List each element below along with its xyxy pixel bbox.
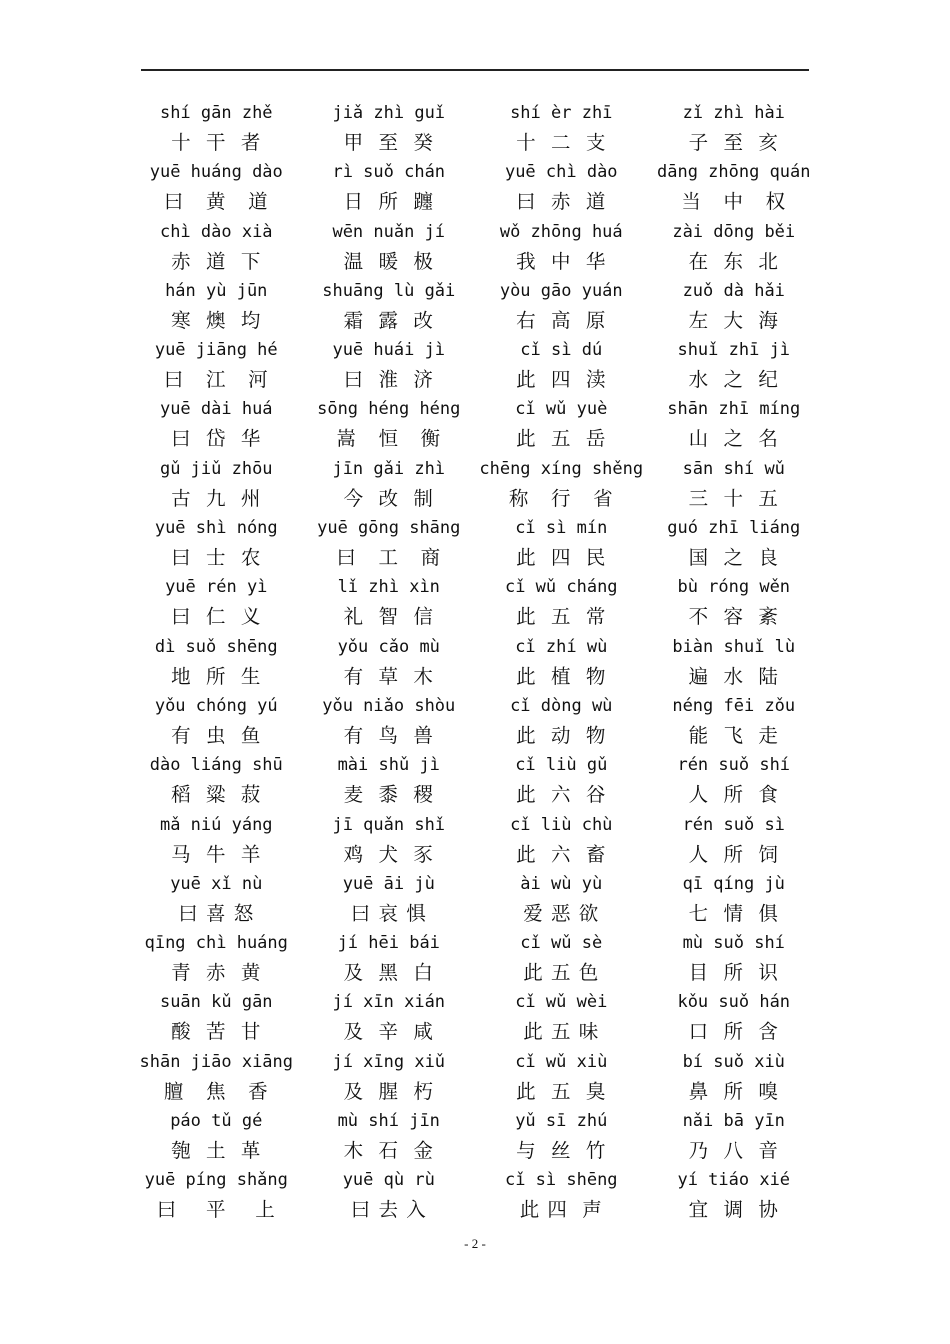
- pinyin-line: cǐ dòng wù: [510, 695, 613, 716]
- verse-cell: [475, 572, 648, 631]
- pinyin-line: mài shǔ jì: [337, 755, 440, 776]
- verse-row: [130, 157, 820, 216]
- verse-cell: [303, 691, 476, 750]
- hanzi-line: 曰 江 河: [163, 368, 269, 392]
- pinyin-line: cǐ wǔ cháng: [504, 577, 618, 598]
- hanzi-line: 曰 工 商: [336, 546, 442, 570]
- verse-cell: [303, 276, 476, 335]
- hanzi-line: 曰 士 农: [171, 546, 262, 570]
- verse-cell: [303, 632, 476, 691]
- verse-row: [130, 513, 820, 572]
- pinyin-line: sān shí wǔ: [682, 458, 785, 479]
- verse-row: [130, 987, 820, 1046]
- pinyin-line: jiǎ zhì guǐ: [332, 103, 446, 123]
- pinyin-line: néng fēi zǒu: [672, 695, 796, 716]
- hanzi-line: 鼻 所 嗅: [688, 1079, 779, 1103]
- hanzi-line: 甲 至 癸: [343, 131, 434, 154]
- hanzi-line: 有 鸟 兽: [343, 723, 434, 747]
- verse-row: [130, 394, 820, 453]
- verse-cell: [648, 987, 821, 1046]
- pinyin-line: páo tǔ gé: [170, 1111, 263, 1132]
- pinyin-line: jī quǎn shǐ: [332, 814, 446, 835]
- verse-row: [130, 572, 820, 631]
- pinyin-line: yuē huáng dào: [149, 162, 283, 183]
- pinyin-line: jí xīn xián: [332, 992, 446, 1013]
- hanzi-line: 此 六 谷: [516, 783, 607, 807]
- pinyin-line: biàn shuǐ lù: [672, 636, 796, 657]
- hanzi-line: 古 九 州: [171, 486, 262, 510]
- hanzi-line: 曰 去 入: [350, 1198, 427, 1222]
- hanzi-line: 能 飞 走: [688, 723, 779, 747]
- pinyin-line: jí hēi bái: [337, 933, 440, 954]
- pinyin-line: shuǐ zhī jì: [677, 340, 791, 361]
- pinyin-line: shí gān zhě: [159, 103, 273, 123]
- pinyin-line: jīn gǎi zhì: [332, 458, 446, 479]
- pinyin-line: mù suǒ shí: [682, 933, 785, 954]
- pinyin-line: cǐ zhí wù: [515, 636, 608, 657]
- pinyin-line: yuē jiāng hé: [154, 340, 278, 361]
- hanzi-line: 与 丝 竹: [516, 1139, 607, 1163]
- verse-cell: [475, 157, 648, 216]
- hanzi-line: 山 之 名: [688, 427, 779, 451]
- verse-grid: [130, 98, 820, 1225]
- verse-cell: [130, 987, 303, 1046]
- hanzi-line: 曰 黄 道: [163, 190, 269, 214]
- verse-cell: [475, 1165, 648, 1224]
- verse-cell: [475, 1047, 648, 1106]
- verse-cell: [475, 394, 648, 453]
- pinyin-line: yǔ sī zhú: [515, 1111, 608, 1132]
- verse-cell: [648, 157, 821, 216]
- verse-cell: [475, 217, 648, 276]
- pinyin-line: cǐ wǔ sè: [520, 933, 603, 954]
- pinyin-line: sōng héng héng: [317, 399, 461, 420]
- pinyin-line: guó zhī liáng: [667, 518, 801, 539]
- hanzi-line: 称 行 省: [508, 486, 614, 510]
- verse-cell: [475, 691, 648, 750]
- hanzi-line: 曰 哀 惧: [350, 901, 427, 925]
- verse-row: [130, 632, 820, 691]
- pinyin-line: shuāng lù gǎi: [322, 280, 456, 301]
- verse-cell: [475, 335, 648, 394]
- pinyin-line: cǐ sì shēng: [504, 1170, 618, 1191]
- pinyin-line: cǐ liù chù: [510, 814, 613, 835]
- pinyin-line: yǒu niǎo shòu: [322, 695, 456, 716]
- pinyin-line: yuē qù rù: [342, 1170, 435, 1191]
- hanzi-line: 及 黑 白: [343, 961, 434, 985]
- pinyin-line: bí suǒ xiù: [682, 1051, 785, 1072]
- hanzi-line: 此 五 味: [523, 1020, 600, 1044]
- hanzi-line: 及 辛 咸: [343, 1020, 434, 1044]
- verse-cell: [303, 335, 476, 394]
- hanzi-line: 此 五 臭: [516, 1079, 607, 1103]
- hanzi-line: 此 五 常: [516, 605, 607, 629]
- pinyin-line: rén suǒ shí: [677, 755, 791, 776]
- hanzi-line: 青 赤 黄: [171, 961, 262, 985]
- hanzi-line: 此 六 畜: [516, 842, 607, 866]
- verse-cell: [130, 572, 303, 631]
- hanzi-line: 马 牛 羊: [171, 842, 262, 866]
- verse-cell: [130, 276, 303, 335]
- verse-cell: [475, 276, 648, 335]
- header-rule: [141, 69, 809, 71]
- hanzi-line: 稻 粱 菽: [171, 783, 262, 807]
- pinyin-line: wēn nuǎn jí: [332, 221, 446, 242]
- verse-cell: [130, 1047, 303, 1106]
- hanzi-line: 子 至 亥: [688, 131, 779, 154]
- hanzi-line: 霜 露 改: [343, 308, 434, 332]
- pinyin-line: yuē chì dào: [504, 162, 618, 183]
- pinyin-line: yuē rén yì: [165, 577, 268, 598]
- verse-cell: [303, 928, 476, 987]
- verse-cell: [303, 810, 476, 869]
- pinyin-line: yuē shì nóng: [154, 518, 278, 539]
- verse-cell: [648, 335, 821, 394]
- verse-row: [130, 454, 820, 513]
- pinyin-line: zài dōng běi: [672, 221, 796, 242]
- pinyin-line: suān kǔ gān: [159, 992, 273, 1013]
- verse-cell: [475, 928, 648, 987]
- hanzi-line: 日 所 躔: [343, 190, 434, 214]
- hanzi-line: 左 大 海: [688, 308, 779, 332]
- hanzi-line: 曰 赤 道: [516, 190, 607, 214]
- pinyin-line: yuē āi jù: [342, 873, 435, 894]
- hanzi-line: 曰 平 上: [156, 1198, 276, 1222]
- pinyin-line: wǒ zhōng huá: [499, 221, 623, 242]
- pinyin-line: cǐ wǔ yuè: [515, 399, 608, 420]
- verse-cell: [648, 1047, 821, 1106]
- verse-cell: [648, 572, 821, 631]
- verse-cell: [130, 869, 303, 928]
- verse-cell: [648, 1106, 821, 1165]
- verse-cell: [130, 394, 303, 453]
- pinyin-line: hán yù jūn: [165, 280, 268, 301]
- hanzi-line: 七 情 俱: [688, 901, 779, 925]
- pinyin-line: qī qíng jù: [682, 873, 785, 894]
- pinyin-line: yuē huái jì: [332, 340, 446, 361]
- verse-cell: [303, 1047, 476, 1106]
- hanzi-line: 乃 八 音: [688, 1139, 779, 1163]
- verse-cell: [130, 1106, 303, 1165]
- pinyin-line: shān jiāo xiāng: [139, 1051, 294, 1072]
- verse-cell: [303, 987, 476, 1046]
- verse-cell: [648, 217, 821, 276]
- pinyin-line: chì dào xià: [159, 221, 273, 242]
- hanzi-line: 有 草 木: [343, 664, 434, 688]
- hanzi-line: 曰 淮 济: [343, 368, 434, 392]
- hanzi-line: 酸 苦 甘: [171, 1020, 262, 1044]
- hanzi-line: 鸡 犬 豕: [343, 842, 434, 866]
- hanzi-line: 遍 水 陆: [688, 664, 779, 688]
- pinyin-line: rì suǒ chán: [332, 162, 446, 183]
- hanzi-line: 寒 燠 均: [171, 308, 262, 332]
- hanzi-line: 此 四 声: [519, 1198, 603, 1222]
- verse-cell: [475, 98, 648, 157]
- pinyin-line: yuē dài huá: [159, 399, 273, 420]
- hanzi-line: 及 腥 朽: [343, 1079, 434, 1103]
- hanzi-line: 木 石 金: [343, 1139, 434, 1163]
- hanzi-line: 此 动 物: [516, 723, 607, 747]
- verse-cell: [648, 98, 821, 157]
- pinyin-line: dāng zhōng quán: [656, 162, 811, 183]
- pinyin-line: yuē píng shǎng: [144, 1170, 288, 1191]
- hanzi-line: 口 所 含: [688, 1020, 779, 1044]
- hanzi-line: 此 植 物: [516, 664, 607, 688]
- verse-cell: [303, 1106, 476, 1165]
- verse-cell: [303, 98, 476, 157]
- pinyin-line: mù shí jīn: [337, 1111, 440, 1132]
- pinyin-line: gǔ jiǔ zhōu: [159, 458, 273, 479]
- hanzi-line: 三 十 五: [688, 486, 779, 510]
- verse-cell: [648, 276, 821, 335]
- hanzi-line: 人 所 饲: [688, 842, 779, 866]
- verse-cell: [303, 869, 476, 928]
- verse-cell: [130, 691, 303, 750]
- verse-cell: [130, 98, 303, 157]
- verse-cell: [475, 513, 648, 572]
- pinyin-line: yuē xǐ nù: [170, 873, 263, 894]
- verse-cell: [130, 513, 303, 572]
- verse-cell: [648, 928, 821, 987]
- hanzi-line: 曰 仁 义: [171, 605, 262, 629]
- verse-row: [130, 750, 820, 809]
- pinyin-line: shí èr zhī: [510, 103, 613, 123]
- verse-cell: [130, 810, 303, 869]
- verse-cell: [475, 810, 648, 869]
- hanzi-line: 地 所 生: [171, 664, 262, 688]
- verse-cell: [303, 217, 476, 276]
- pinyin-line: cǐ wǔ wèi: [515, 992, 608, 1013]
- verse-row: [130, 276, 820, 335]
- verse-cell: [130, 928, 303, 987]
- pinyin-line: lǐ zhì xìn: [337, 577, 440, 598]
- page-number: - 2 -: [464, 1236, 486, 1251]
- verse-cell: [130, 157, 303, 216]
- verse-row: [130, 335, 820, 394]
- hanzi-line: 此 五 岳: [516, 427, 607, 451]
- verse-cell: [475, 987, 648, 1046]
- pinyin-line: yí tiáo xié: [677, 1170, 791, 1191]
- hanzi-line: 有 虫 鱼: [171, 723, 262, 747]
- verse-cell: [648, 750, 821, 809]
- verse-cell: [475, 750, 648, 809]
- verse-row: [130, 1047, 820, 1106]
- hanzi-line: 温 暖 极: [343, 249, 434, 273]
- verse-cell: [648, 1165, 821, 1224]
- hanzi-line: 礼 智 信: [343, 605, 434, 629]
- pinyin-line: zuǒ dà hǎi: [682, 280, 785, 301]
- hanzi-line: 在 东 北: [688, 249, 779, 273]
- hanzi-line: 此 四 民: [516, 546, 607, 570]
- verse-row: [130, 217, 820, 276]
- verse-row: [130, 810, 820, 869]
- pinyin-line: rén suǒ sì: [682, 814, 785, 835]
- hanzi-line: 赤 道 下: [171, 249, 262, 273]
- pinyin-line: cǐ sì dú: [520, 340, 603, 361]
- verse-cell: [648, 454, 821, 513]
- hanzi-line: 曰 岱 华: [171, 427, 262, 451]
- verse-cell: [648, 394, 821, 453]
- verse-row: [130, 928, 820, 987]
- verse-row: [130, 98, 820, 157]
- verse-cell: [130, 632, 303, 691]
- hanzi-line: 当 中 权: [681, 190, 787, 214]
- verse-cell: [648, 513, 821, 572]
- pinyin-line: zǐ zhì hài: [682, 103, 785, 123]
- verse-cell: [648, 810, 821, 869]
- pinyin-line: cǐ liù gǔ: [515, 755, 608, 776]
- verse-cell: [475, 632, 648, 691]
- pinyin-line: kǒu suǒ hán: [677, 992, 791, 1013]
- verse-row: [130, 869, 820, 928]
- pinyin-line: qīng chì huáng: [144, 933, 288, 954]
- hanzi-line: 今 改 制: [343, 486, 434, 510]
- verse-row: [130, 1165, 820, 1224]
- hanzi-line: 人 所 食: [688, 783, 779, 807]
- pinyin-line: nǎi bā yīn: [682, 1111, 785, 1132]
- verse-cell: [303, 750, 476, 809]
- verse-cell: [475, 1106, 648, 1165]
- hanzi-line: 十 干 者: [171, 131, 262, 154]
- hanzi-line: 十 二 支: [516, 131, 607, 154]
- verse-cell: [130, 1165, 303, 1224]
- verse-cell: [303, 1165, 476, 1224]
- pinyin-line: shān zhī míng: [667, 399, 801, 420]
- pinyin-line: dì suǒ shēng: [154, 636, 278, 657]
- pinyin-line: dào liáng shū: [149, 755, 283, 776]
- verse-cell: [303, 157, 476, 216]
- hanzi-line: 我 中 华: [516, 249, 607, 273]
- verse-cell: [130, 750, 303, 809]
- verse-cell: [648, 869, 821, 928]
- pinyin-line: yuē gōng shāng: [317, 518, 461, 539]
- hanzi-line: 此 五 色: [523, 961, 600, 985]
- verse-row: [130, 1106, 820, 1165]
- pinyin-line: yòu gāo yuán: [499, 280, 623, 301]
- pinyin-line: chēng xíng shěng: [479, 458, 644, 479]
- verse-cell: [303, 572, 476, 631]
- pinyin-line: bù róng wěn: [677, 577, 791, 598]
- verse-cell: [303, 513, 476, 572]
- hanzi-line: 水 之 纪: [688, 368, 779, 392]
- verse-cell: [648, 632, 821, 691]
- verse-cell: [648, 691, 821, 750]
- pinyin-line: cǐ wǔ xiù: [515, 1051, 608, 1072]
- verse-cell: [130, 454, 303, 513]
- hanzi-line: 右 高 原: [516, 308, 607, 332]
- pinyin-line: jí xīng xiǔ: [332, 1051, 446, 1072]
- pinyin-line: ài wù yù: [520, 873, 603, 894]
- pinyin-line: yǒu chóng yú: [154, 695, 278, 716]
- hanzi-line: 曰 喜 怒: [178, 901, 255, 925]
- hanzi-line: 嵩 恒 衡: [336, 427, 442, 451]
- verse-cell: [475, 454, 648, 513]
- verse-cell: [303, 394, 476, 453]
- hanzi-line: 匏 土 革: [171, 1139, 262, 1163]
- hanzi-line: 目 所 识: [688, 961, 779, 985]
- verse-row: [130, 691, 820, 750]
- verse-cell: [303, 454, 476, 513]
- hanzi-line: 此 四 渎: [516, 368, 607, 392]
- verse-cell: [130, 335, 303, 394]
- verse-cell: [475, 869, 648, 928]
- hanzi-line: 麦 黍 稷: [343, 783, 434, 807]
- pinyin-line: mǎ niú yáng: [159, 814, 273, 835]
- hanzi-line: 不 容 紊: [688, 605, 779, 629]
- hanzi-line: 国 之 良: [688, 546, 779, 570]
- pinyin-line: cǐ sì mín: [515, 518, 608, 539]
- verse-cell: [130, 217, 303, 276]
- hanzi-line: 膻 焦 香: [163, 1079, 269, 1103]
- hanzi-line: 爱 恶 欲: [523, 901, 600, 925]
- pinyin-line: yǒu cǎo mù: [337, 636, 440, 657]
- hanzi-line: 宜 调 协: [688, 1198, 779, 1222]
